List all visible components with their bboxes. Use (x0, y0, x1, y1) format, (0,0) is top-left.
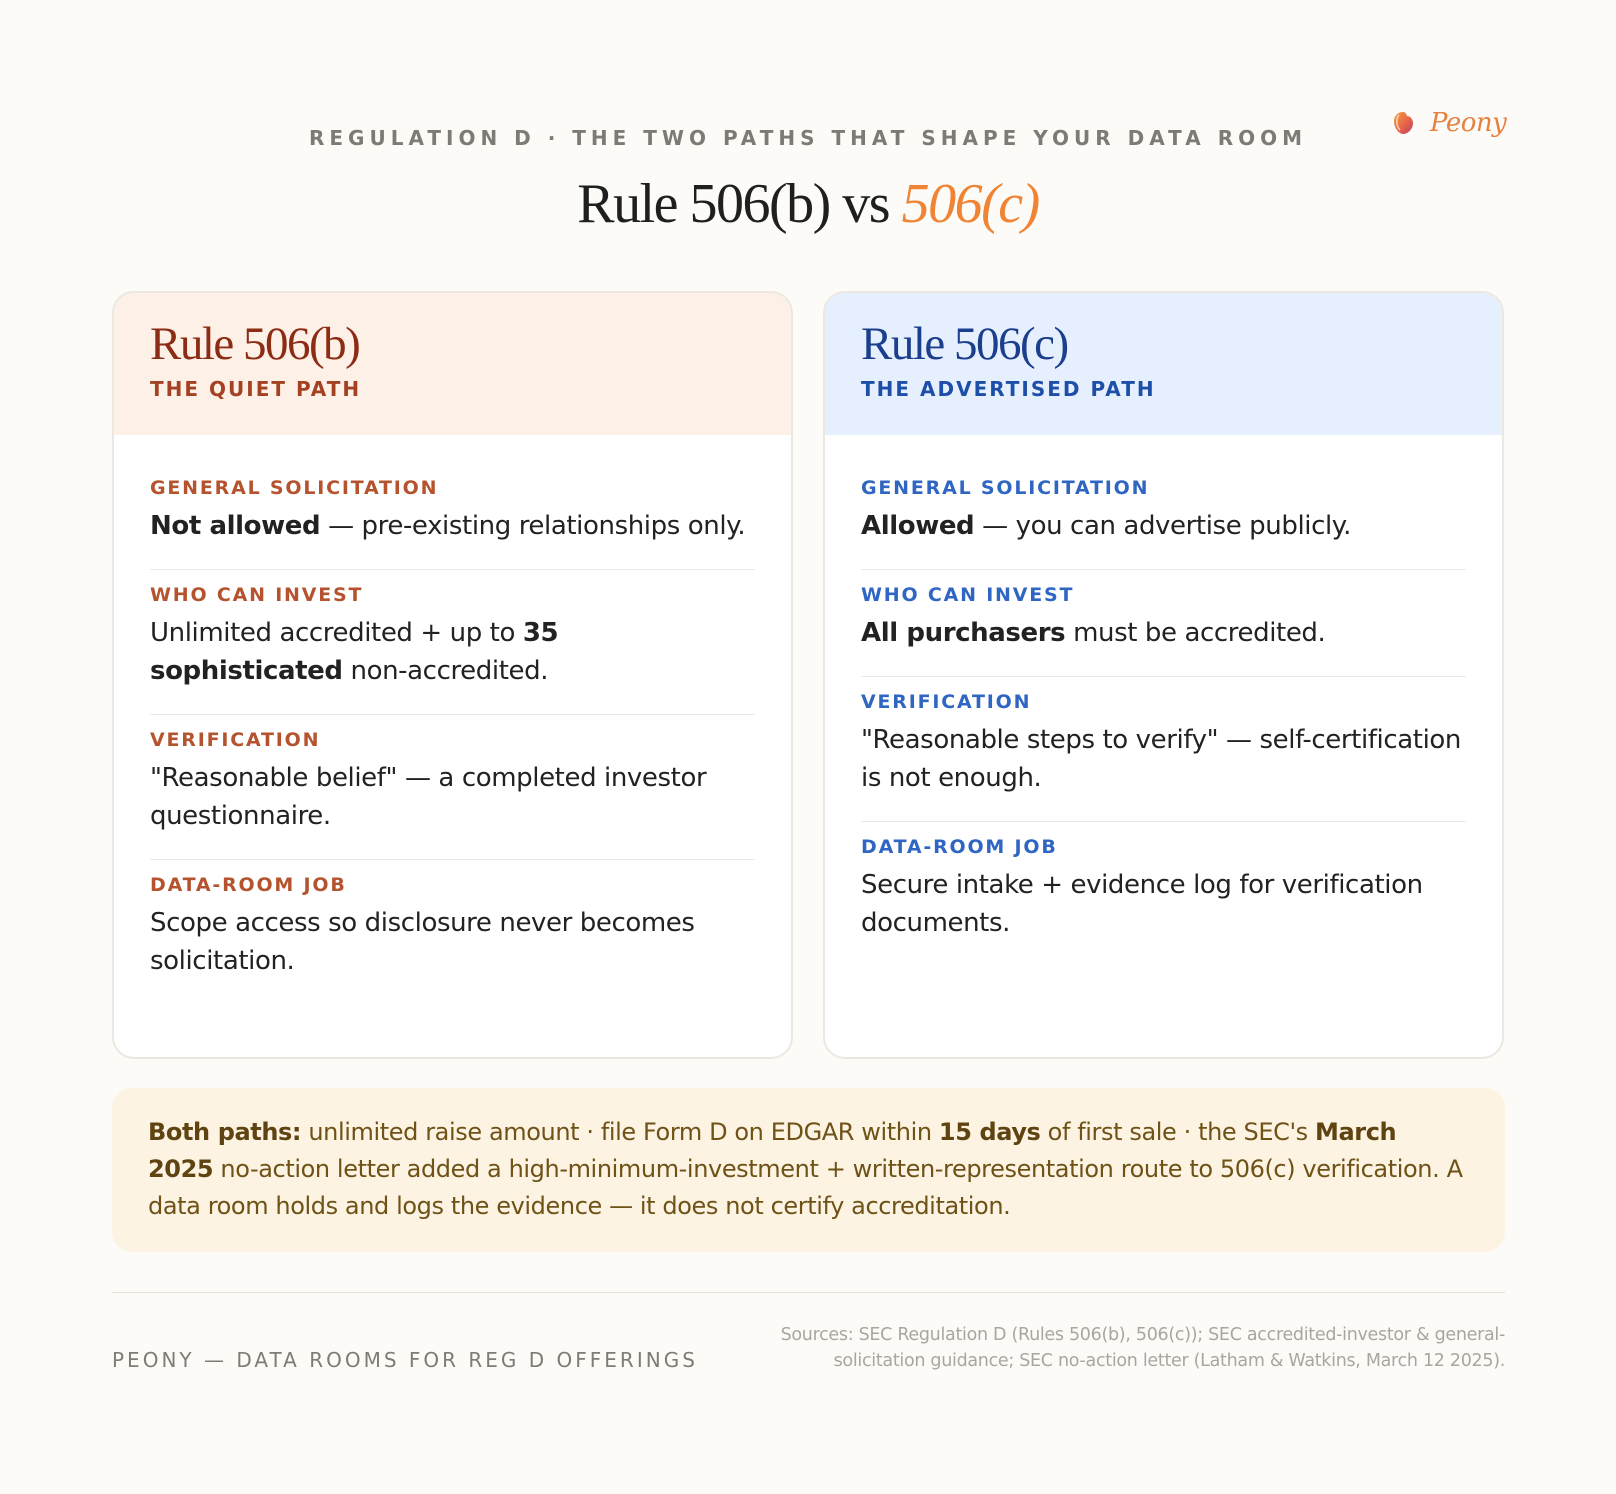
card-subtitle: THE QUIET PATH (150, 376, 362, 401)
section-body-end: non-accredited. (342, 656, 549, 686)
card-body (825, 435, 1502, 966)
section-text: Secure intake + evidence log for verification documents. (861, 870, 1423, 938)
section-who-can-invest (150, 570, 755, 715)
card-body (114, 435, 791, 1004)
card-506b (112, 291, 793, 1059)
card-title: Rule 506(b) (150, 318, 360, 370)
section-emphasis: All purchasers (861, 618, 1066, 648)
section-text (150, 507, 755, 545)
title-accent: 506(c) (901, 173, 1039, 235)
title-main: Rule 506(b) vs (577, 173, 902, 235)
section-emphasis: Not allowed (150, 511, 321, 541)
note-text: no-action letter added a high-minimum-investment + written-representation route to 506(c) verification. A data room holds and logs the evidence — it does not certify accreditation. (148, 1155, 1463, 1220)
note-text: unlimited raise amount · file Form D on EDGAR within (301, 1118, 939, 1146)
section-label: WHO CAN INVEST (150, 584, 364, 606)
section-emphasis: 35 sophisticated (150, 618, 559, 686)
card-506c (823, 291, 1504, 1059)
card-header (114, 293, 791, 435)
card-subtitle: THE ADVERTISED PATH (861, 376, 1156, 401)
section-text: Scope access so disclosure never becomes solicitation. (150, 908, 695, 976)
eyebrow-text: REGULATION D · THE TWO PATHS THAT SHAPE YOUR DATA ROOM (308, 126, 1308, 150)
section-body: — you can advertise publicly. (974, 511, 1351, 541)
section-general-solicitation (150, 463, 755, 570)
section-label: VERIFICATION (150, 729, 321, 751)
section-label: WHO CAN INVEST (861, 584, 1075, 606)
brand-name: Peony (1430, 108, 1507, 138)
section-label: DATA-ROOM JOB (150, 874, 347, 896)
footer-tagline: PEONY — DATA ROOMS FOR REG D OFFERINGS (112, 1348, 698, 1372)
note-emphasis-date: March 2025 (148, 1118, 1397, 1183)
note-emphasis-days: 15 days (938, 1118, 1041, 1146)
section-label: DATA-ROOM JOB (861, 836, 1058, 858)
footer-divider (112, 1292, 1505, 1293)
page-title (0, 172, 1616, 236)
section-body: — pre-existing relationships only. (320, 511, 746, 541)
section-data-room-job (861, 822, 1466, 966)
card-header (825, 293, 1502, 435)
note-lead: Both paths: (148, 1118, 302, 1146)
section-label: VERIFICATION (861, 691, 1032, 713)
both-paths-note (112, 1088, 1505, 1252)
footer-sources: Sources: SEC Regulation D (Rules 506(b), 506(c)); SEC accredited-investor & general-solicitation guidance; SEC no-action letter (Latham & Watkins, March 12 2025). (780, 1325, 1505, 1371)
section-body: must be accredited. (1065, 618, 1326, 648)
section-text (861, 507, 1466, 545)
section-body: Unlimited accredited + up to (150, 618, 523, 648)
section-label: GENERAL SOLICITATION (861, 477, 1150, 499)
card-title: Rule 506(c) (861, 318, 1068, 370)
section-text (861, 614, 1466, 652)
section-text: "Reasonable belief" — a completed investor questionnaire. (150, 763, 707, 831)
section-text: "Reasonable steps to verify" — self-certification is not enough. (861, 725, 1462, 793)
section-verification (861, 677, 1466, 822)
section-who-can-invest (861, 570, 1466, 677)
section-general-solicitation (861, 463, 1466, 570)
section-text (150, 614, 755, 690)
section-verification (150, 715, 755, 860)
note-text: of first sale · the SEC's (1040, 1118, 1316, 1146)
section-data-room-job (150, 860, 755, 1004)
section-label: GENERAL SOLICITATION (150, 477, 439, 499)
section-emphasis: Allowed (861, 511, 975, 541)
